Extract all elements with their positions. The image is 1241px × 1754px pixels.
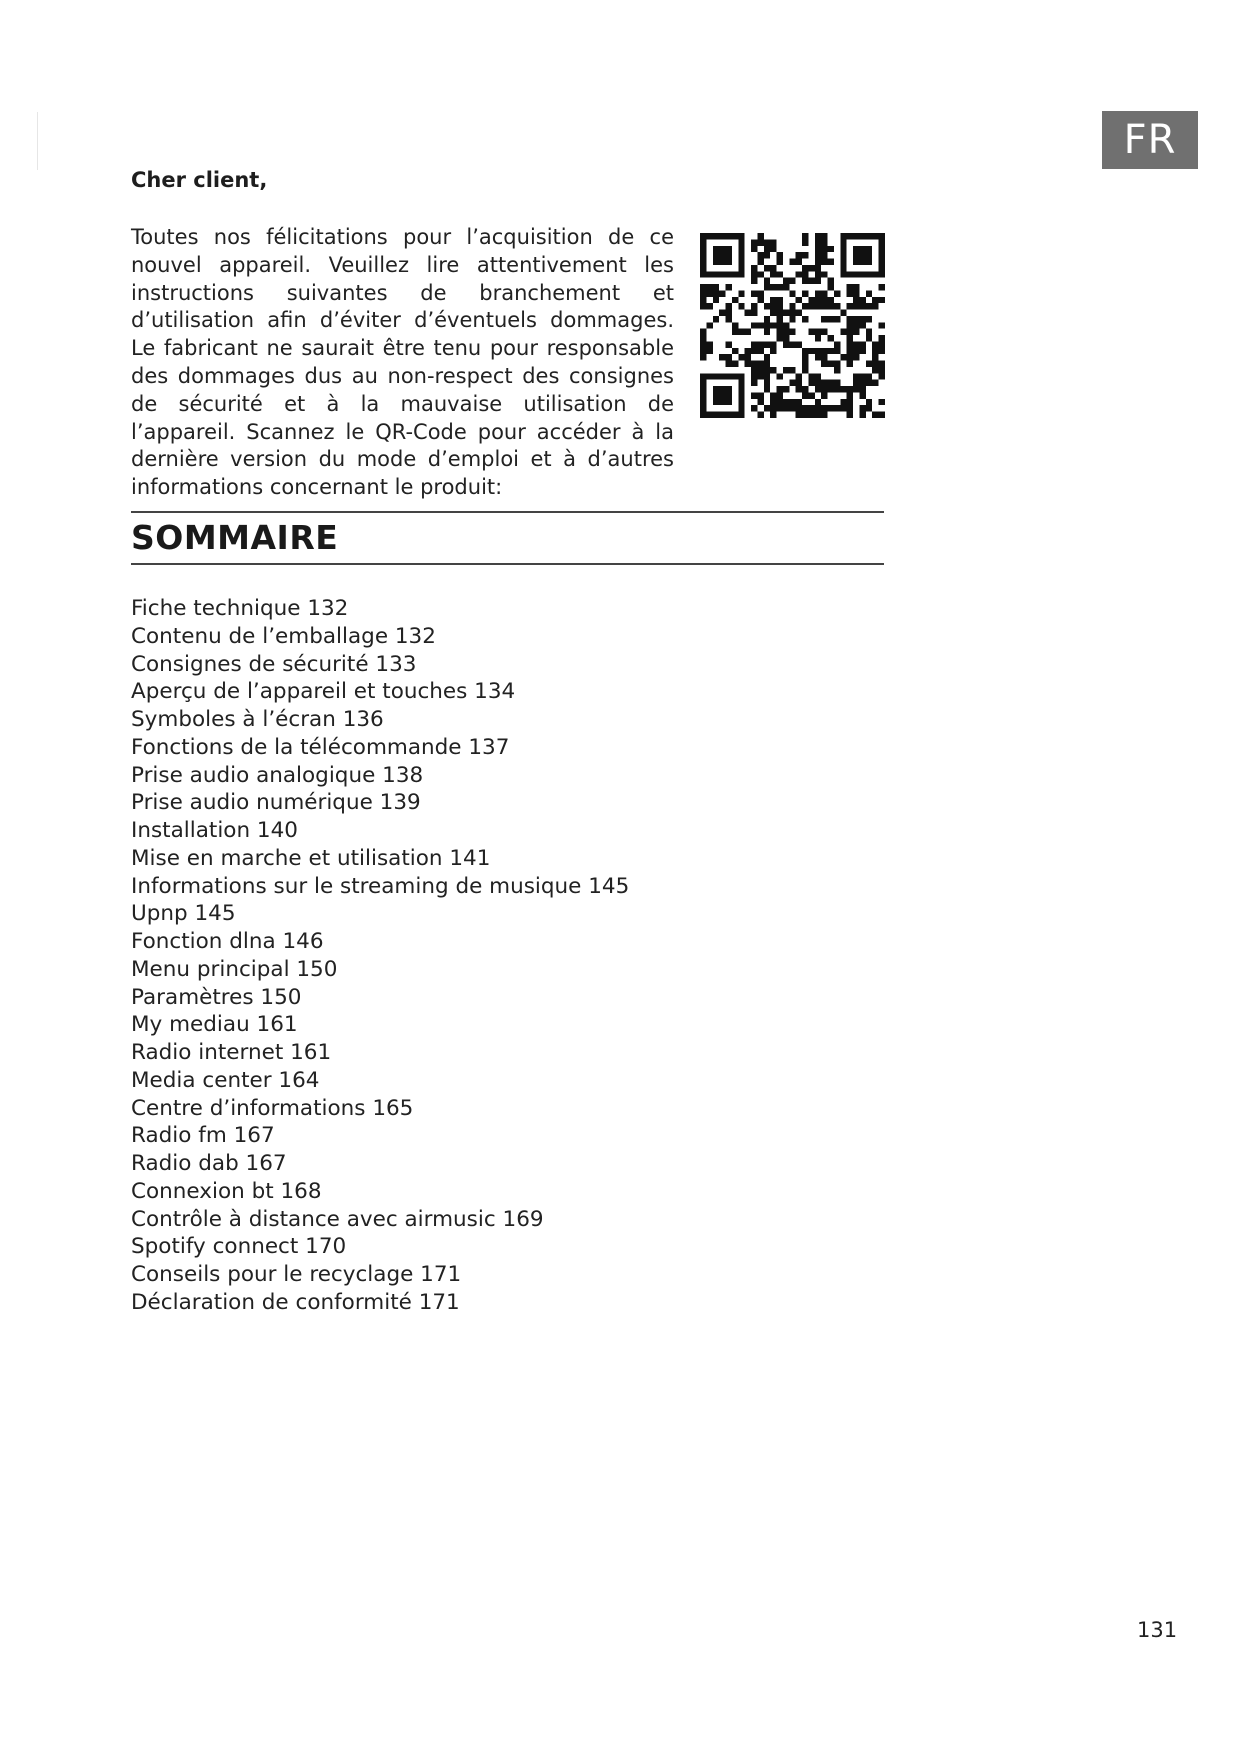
toc-item: Déclaration de conformité 171 (131, 1289, 460, 1315)
toc-item: Upnp 145 (131, 901, 236, 927)
margin-line (37, 112, 38, 170)
greeting: Cher client, (131, 168, 268, 192)
toc-top-rule (131, 511, 884, 513)
intro-paragraph: Toutes nos félicitations pour l’acquisition de ce nouvel appareil. Veuillez lire attentivement les instructions suivantes de branchement et d’utilisation afin d’éviter d’éventuels dommages. Le fabricant ne saurait être tenu pour responsable des dommages dus au non-respect des consignes de sécurité et à la mauvaise utilisation de l’appareil. Scannez le QR-Code pour accéder à la dernière version du mode d’emploi et à d’autres informations concernant le produit: (131, 225, 674, 500)
toc-item: Centre d’informations 165 (131, 1095, 414, 1121)
toc-bottom-rule (131, 563, 884, 565)
toc-list (131, 595, 629, 1317)
toc-item: Prise audio numérique 139 (131, 790, 421, 816)
toc-item: Symboles à l’écran 136 (131, 707, 384, 732)
toc-item: Menu principal 150 (131, 956, 338, 982)
toc-item: Radio dab 167 (131, 1151, 287, 1176)
toc-item: Radio internet 161 (131, 1040, 332, 1065)
toc-item: My mediau 161 (131, 1012, 298, 1038)
toc-item: Prise audio analogique 138 (131, 762, 424, 788)
toc-title: SOMMAIRE (131, 518, 339, 557)
toc-item: Fiche technique 132 (131, 596, 349, 621)
toc-item: Radio fm 167 (131, 1123, 275, 1149)
toc-item: Conseils pour le recyclage 171 (131, 1262, 462, 1287)
qr-code-icon (700, 233, 885, 418)
toc-item: Connexion bt 168 (131, 1178, 322, 1204)
toc-item: Media center 164 (131, 1067, 320, 1093)
toc-item: Fonctions de la télécommande 137 (131, 734, 510, 760)
page-number: 131 (1137, 1618, 1178, 1642)
toc-item: Paramètres 150 (131, 984, 302, 1010)
toc-item: Mise en marche et utilisation 141 (131, 845, 491, 871)
toc-item: Consignes de sécurité 133 (131, 651, 417, 677)
language-badge: FR (1102, 111, 1198, 169)
toc-item: Contenu de l’emballage 132 (131, 623, 436, 649)
toc-item: Fonction dlna 146 (131, 929, 324, 954)
toc-item: Contrôle à distance avec airmusic 169 (131, 1206, 544, 1232)
toc-item: Informations sur le streaming de musique 145 (131, 873, 630, 899)
toc-item: Aperçu de l’appareil et touches 134 (131, 679, 516, 705)
toc-item: Installation 140 (131, 818, 298, 843)
toc-item: Spotify connect 170 (131, 1234, 347, 1260)
